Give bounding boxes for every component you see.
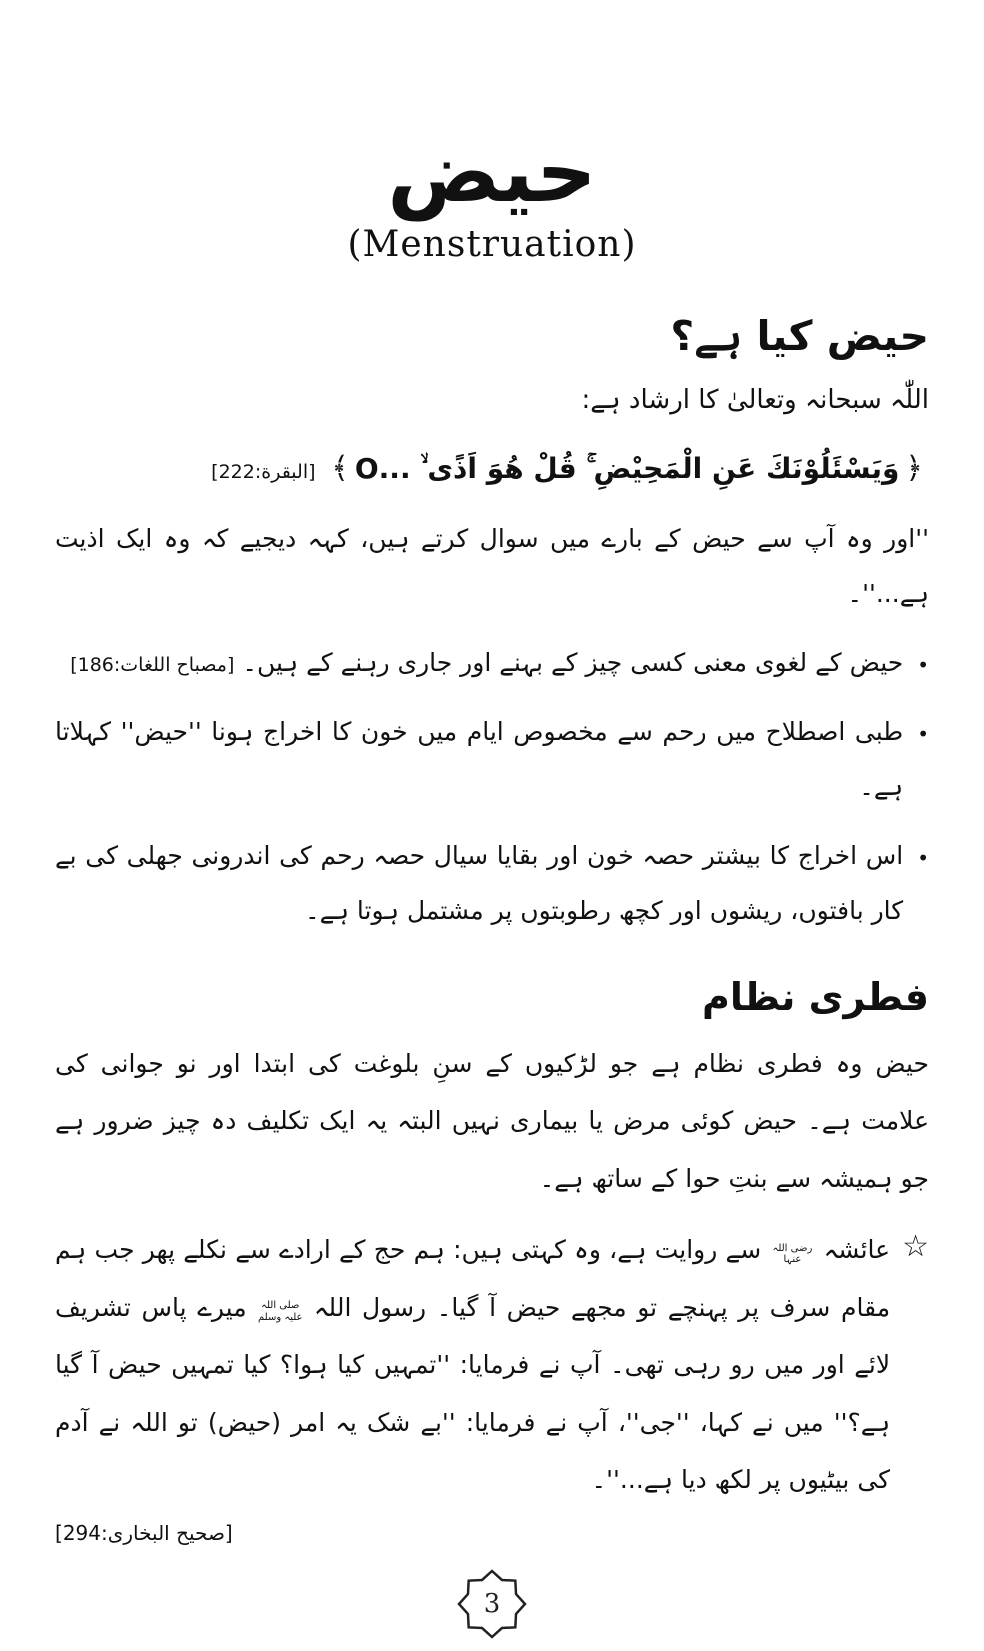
narrator-honorific: رضی اللہ عنہا — [772, 1242, 813, 1266]
bullet-item-discharge-composition — [55, 828, 929, 938]
section-heading-natural-system: فطری نظام — [702, 974, 929, 1019]
page-title-urdu: حيض — [387, 123, 597, 221]
page-content — [0, 309, 984, 1548]
verse-arabic-text: وَيَسْئَلُوْنَكَ عَنِ الْمَحِيْضِ ۚ قُلْ هُوَ اَذًى ۙ ...O — [354, 451, 900, 485]
bullet-text: اس اخراج کا بیشتر حصہ خون اور بقایا سیال حصہ رحم کی اندرونی جھلی کی بے کار بافتوں، ریشوں اور کچھ رطوبتوں پر مشتمل ہوتا ہے۔ — [55, 840, 904, 925]
page-number-star — [457, 1569, 527, 1639]
verse-open-ornament-icon: ﴿ — [905, 450, 923, 486]
page-title-english: (Menstruation) — [347, 224, 637, 266]
bullet-reference: [مصباح اللغات:186] — [70, 653, 235, 676]
verse-reference: [البقرة:222] — [211, 460, 316, 483]
bullet-item-medical-term — [55, 704, 929, 814]
bullet-icon: • — [917, 845, 929, 870]
quran-verse — [55, 440, 929, 497]
hadith-text: عائشہ رضی اللہ عنہا سے روایت ہے، وہ کہتی ہیں: ہم حج کے ارادے سے نکلے پھر جب ہم مقام سرف پر پہنچے تو مجھے حیض آ گیا۔ رسول اللہ صلی اللہ علیہ وسلم میرے پاس تشریف لائے اور میں رو رہی تھی۔ آپ نے فرمایا: ''تمہیں کیا ہوا؟ کیا تمہیں حیض آ گیا ہے؟'' میں نے کہا، ''جی''، آپ نے فرمایا: ''بے شک یہ امر (حیض) تو اللہ نے آدم کی بیٹیوں پر لکھ دیا ہے...''۔ — [55, 1235, 891, 1495]
verse-close-ornament-icon: ﴾ — [331, 450, 349, 486]
page-number: 3 — [483, 1589, 501, 1619]
bullet-icon: • — [917, 652, 929, 677]
intro-line: اللّٰہ سبحانہ وتعالیٰ کا ارشاد ہے: — [581, 384, 929, 415]
prophet-honorific: صلی اللہ علیہ وسلم — [258, 1300, 303, 1323]
hadith-reference: [صحيح البخاری:294] — [55, 1520, 233, 1545]
bullet-item-lexical-meaning — [55, 635, 929, 690]
verse-translation: ''اور وہ آپ سے حیض کے بارے میں سوال کرتے ہیں، کہہ دیجیے کہ وہ ایک اذیت ہے...''۔ — [55, 523, 929, 608]
bullet-text: طبی اصطلاح میں رحم سے مخصوص ایام میں خون کا اخراج ہونا ''حیض'' کہلاتا ہے۔ — [55, 716, 904, 801]
hadith-item — [55, 1221, 929, 1509]
bullet-text: حیض کے لغوی معنی کسی چیز کے بہنے اور جاری رہنے کے ہیں۔ [مصباح اللغات:186] — [70, 647, 904, 677]
section-heading-what-is-haiz: حیض کیا ہے؟ — [670, 312, 929, 361]
hadith-star-icon: ☆ — [902, 1229, 929, 1265]
bullet-icon: • — [917, 721, 929, 746]
hadith-narrator: عائشہ — [823, 1235, 891, 1265]
paragraph-natural-system: حیض وہ فطری نظام ہے جو لڑکیوں کے سنِ بلوغت کی ابتدا اور نو جوانی کی علامت ہے۔ حیض کوئی مرض یا بیماری نہیں البتہ یہ ایک تکلیف دہ چیز ضرور ہے جو ہمیشہ سے بنتِ حوا کے ساتھ ہے۔ — [55, 1048, 929, 1193]
